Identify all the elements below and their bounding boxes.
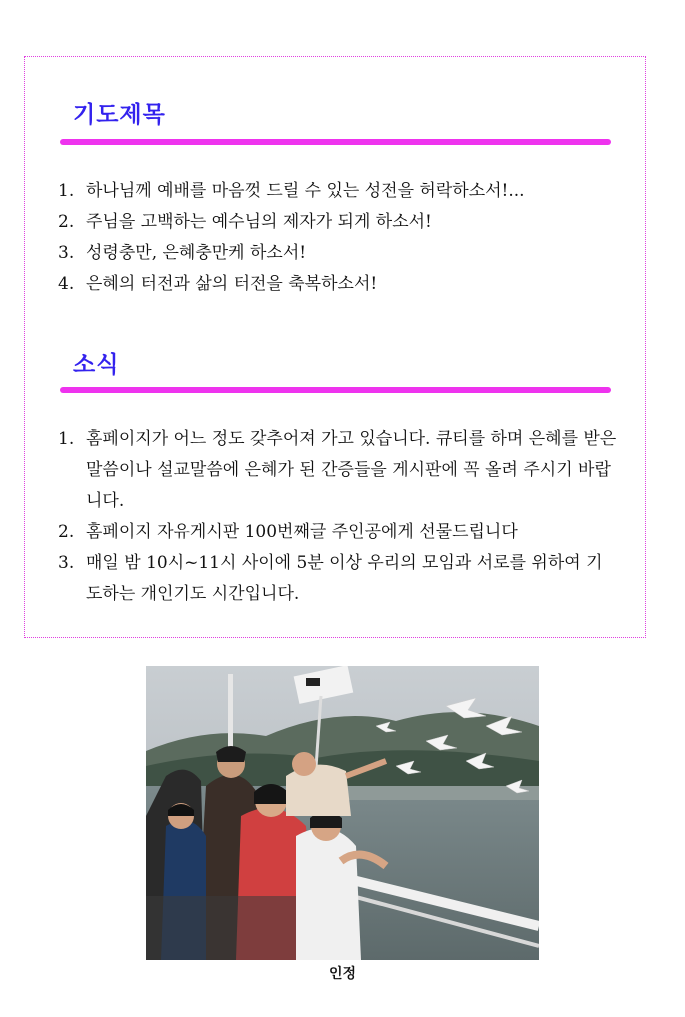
item-number: 2. [58, 212, 75, 232]
news-section-divider [60, 387, 611, 393]
prayer-list [58, 176, 618, 300]
list-item [58, 269, 618, 300]
item-text: 주님을 고백하는 예수님의 제자가 되게 하소서! [86, 212, 432, 232]
item-text: 은혜의 터전과 삶의 터전을 축복하소서! [86, 274, 378, 294]
list-item [58, 517, 618, 548]
item-number: 1. [58, 181, 75, 201]
item-number: 3. [58, 243, 75, 263]
list-item [58, 548, 618, 610]
list-item [58, 238, 618, 269]
item-text: 성령충만, 은혜충만케 하소서! [86, 243, 307, 263]
item-number: 3. [58, 553, 75, 573]
item-text: 홈페이지 자유게시판 100번째글 주인공에게 선물드립니다 [86, 522, 518, 542]
item-number: 2. [58, 522, 75, 542]
list-item [58, 176, 618, 207]
item-text: 홈페이지가 어느 정도 갖추어져 가고 있습니다. 큐티를 하며 은혜를 받은 말씀이나 설교말씀에 은혜가 된 간증들을 게시판에 꼭 올려 주시기 바랍니다. [86, 429, 617, 511]
item-text: 매일 밤 10시~11시 사이에 5분 이상 우리의 모임과 서로를 위하여 기도하는 개인기도 시간입니다. [86, 553, 603, 604]
list-item [58, 424, 618, 517]
prayer-section-divider [60, 139, 611, 145]
item-number: 4. [58, 274, 75, 294]
ferry-seagull-photo [146, 666, 539, 960]
news-list [58, 424, 618, 610]
news-section-title: 소식 [73, 352, 120, 378]
item-text: 하나님께 예배를 마음껏 드릴 수 있는 성전을 허락하소서!... [86, 181, 525, 201]
prayer-section-title: 기도제목 [73, 102, 166, 128]
item-number: 1. [58, 429, 75, 449]
list-item [58, 207, 618, 238]
photo-caption: 인정 [328, 966, 357, 982]
